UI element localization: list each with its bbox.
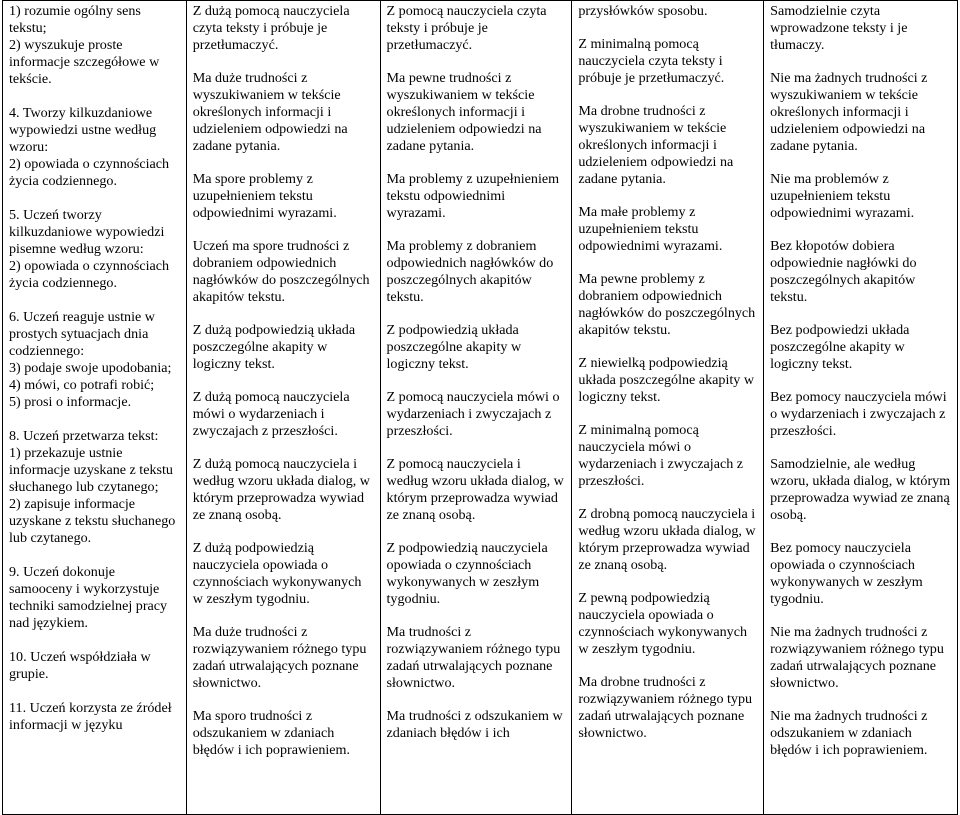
cell-paragraph: Ma trudności z odszukaniem w zdaniach błędów i ich bbox=[386, 708, 563, 741]
cell-paragraph: 4. Tworzy kilkuzdaniowe wypowiedzi ustne według wzoru: 2) opowiada o czynnościach życia codziennego. bbox=[9, 105, 170, 189]
cell-paragraph: Ma duże trudności z wyszukiwaniem w tekście określonych informacji i udzieleniem odpowiedzi na zadane pytania. bbox=[192, 70, 348, 154]
cell-paragraph: Ma spore problemy z uzupełnieniem tekstu odpowiednimi wyrazami. bbox=[192, 171, 337, 221]
cell-paragraph: Bez podpowiedzi układa poszczególne akapity w logiczny tekst. bbox=[770, 322, 910, 372]
cell-paragraph: Z dużą pomocą nauczyciela mówi o wydarzeniach i zwyczajach z przeszłości. bbox=[192, 389, 350, 439]
cell-paragraph: Samodzielnie czyta wprowadzone teksty i je tłumaczy. bbox=[770, 3, 908, 53]
cell-paragraph: Z dużą pomocą nauczyciela czyta teksty i próbuje je przetłumaczyć. bbox=[192, 3, 350, 53]
cell-paragraph: 10. Uczeń współdziała w grupie. bbox=[9, 649, 151, 682]
cell-paragraph: Ma pewne trudności z wyszukiwaniem w tekście określonych informacji i udzieleniem odpowiedzi na zadane pytania. bbox=[386, 70, 542, 154]
cell-paragraph: Z minimalną pomocą nauczyciela czyta teksty i próbuje je przetłumaczyć. bbox=[578, 36, 725, 86]
cell-paragraph: Ma drobne trudności z rozwiązywaniem różnego typu zadań utrwalających poznane słownictwo. bbox=[578, 674, 753, 741]
cell-paragraph: Z niewielką podpowiedzią układa poszczególne akapity w logiczny tekst. bbox=[578, 355, 755, 405]
cell-paragraph: Z pomocą nauczyciela mówi o wydarzeniach i zwyczajach z przeszłości. bbox=[386, 389, 560, 439]
cell-paragraph: Bez pomocy nauczyciela opowiada o czynnościach wykonywanych w zeszłym tygodniu. bbox=[770, 540, 923, 607]
cell-paragraph: 8. Uczeń przetwarza tekst: 1) przekazuje ustnie informacje uzyskane z tekstu słuchanego lub czytanego; 2) zapisuje informacje uzyskane z tekstu słuchanego lub czytanego. bbox=[9, 428, 176, 546]
cell-paragraph: Nie ma problemów z uzupełnieniem tekstu odpowiednimi wyrazami. bbox=[770, 171, 915, 221]
grading-criteria-table bbox=[2, 0, 958, 815]
cell-paragraph: Bez pomocy nauczyciela mówi o wydarzeniach i zwyczajach z przeszłości. bbox=[770, 389, 947, 439]
cell-paragraph: Z drobną pomocą nauczyciela i według wzoru układa dialog, w którym przeprowadza wywiad ze znaną osobą. bbox=[578, 506, 756, 573]
cell-paragraph: Z dużą pomocą nauczyciela i według wzoru układa dialog, w którym przeprowadza wywiad ze znaną osobą. bbox=[192, 456, 370, 523]
requirements-column bbox=[3, 1, 187, 815]
cell-paragraph: Ma małe problemy z uzupełnieniem tekstu odpowiednimi wyrazami. bbox=[578, 204, 723, 254]
cell-paragraph: Ma duże trudności z rozwiązywaniem różnego typu zadań utrwalających poznane słownictwo. bbox=[192, 624, 367, 691]
cell-paragraph: Nie ma żadnych trudności z rozwiązywaniem różnego typu zadań utrwalających poznane słownictwo. bbox=[770, 624, 944, 691]
cell-paragraph: Z pomocą nauczyciela czyta teksty i próbuje je przetłumaczyć. bbox=[386, 3, 547, 53]
cell-paragraph: Samodzielnie, ale według wzoru, układa dialog, w którym przeprowadza wywiad ze znaną osobą. bbox=[770, 456, 951, 523]
cell-paragraph: Z pomocą nauczyciela i według wzoru układa dialog, w którym przeprowadza wywiad ze znaną osobą. bbox=[386, 456, 564, 523]
grade-column-3 bbox=[380, 1, 572, 815]
grade-column-4 bbox=[572, 1, 764, 815]
cell-paragraph: Z dużą podpowiedzią układa poszczególne akapity w logiczny tekst. bbox=[192, 322, 356, 372]
cell-paragraph: przysłówków sposobu. bbox=[578, 3, 708, 19]
cell-paragraph: Ma problemy z uzupełnieniem tekstu odpowiednimi wyrazami. bbox=[386, 171, 560, 221]
grade-column-5 bbox=[764, 1, 958, 815]
cell-paragraph: Nie ma żadnych trudności z odszukaniem w zdaniach błędów i ich poprawieniem. bbox=[770, 708, 928, 758]
cell-paragraph: Z podpowiedzią nauczyciela opowiada o czynnościach wykonywanych w zeszłym tygodniu. bbox=[386, 540, 548, 607]
cell-paragraph: Ma problemy z dobraniem odpowiednich nagłówków do poszczególnych akapitów tekstu. bbox=[386, 238, 554, 305]
cell-paragraph: 6. Uczeń reaguje ustnie w prostych sytuacjach dnia codziennego: 3) podaje swoje upodobania; 4) mówi, co potrafi robić; 5) prosi o informacje. bbox=[9, 309, 172, 410]
grade-column-2 bbox=[186, 1, 380, 815]
cell-paragraph: Z pewną podpowiedzią nauczyciela opowiada o czynnościach wykonywanych w zeszłym tygodniu. bbox=[578, 590, 747, 657]
cell-paragraph: 11. Uczeń korzysta ze źródeł informacji w języku bbox=[9, 700, 172, 733]
cell-paragraph: Z podpowiedzią układa poszczególne akapity w logiczny tekst. bbox=[386, 322, 522, 372]
cell-paragraph: Bez kłopotów dobiera odpowiednie nagłówki do poszczególnych akapitów tekstu. bbox=[770, 238, 917, 305]
cell-paragraph: 5. Uczeń tworzy kilkuzdaniowe wypowiedzi pisemne według wzoru: 2) opowiada o czynnościach życia codziennego. bbox=[9, 207, 170, 291]
cell-paragraph: Ma pewne problemy z dobraniem odpowiednich nagłówków do poszczególnych akapitów tekstu. bbox=[578, 271, 756, 338]
cell-paragraph: Z dużą podpowiedzią nauczyciela opowiada o czynnościach wykonywanych w zeszłym tygodniu. bbox=[192, 540, 362, 607]
cell-paragraph: 1) rozumie ogólny sens tekstu; 2) wyszukuje proste informacje szczegółowe w tekście. bbox=[9, 3, 160, 87]
cell-paragraph: Ma drobne trudności z wyszukiwaniem w tekście określonych informacji i udzieleniem odpowiedzi na zadane pytania. bbox=[578, 103, 734, 187]
cell-paragraph: Ma trudności z rozwiązywaniem różnego typu zadań utrwalających poznane słownictwo. bbox=[386, 624, 561, 691]
cell-paragraph: Uczeń ma spore trudności z dobraniem odpowiednich nagłówków do poszczególnych akapitów tekstu. bbox=[192, 238, 370, 305]
cell-paragraph: 9. Uczeń dokonuje samooceny i wykorzystuje techniki samodzielnej pracy nad językiem. bbox=[9, 564, 168, 631]
cell-paragraph: Z minimalną pomocą nauczyciela mówi o wydarzeniach i zwyczajach z przeszłości. bbox=[578, 422, 744, 489]
table-row bbox=[3, 1, 958, 815]
cell-paragraph: Ma sporo trudności z odszukaniem w zdaniach błędów i ich poprawieniem. bbox=[192, 708, 351, 758]
cell-paragraph: Nie ma żadnych trudności z wyszukiwaniem w tekście określonych informacji i udzieleniem odpowiedzi na zadane pytania. bbox=[770, 70, 928, 154]
